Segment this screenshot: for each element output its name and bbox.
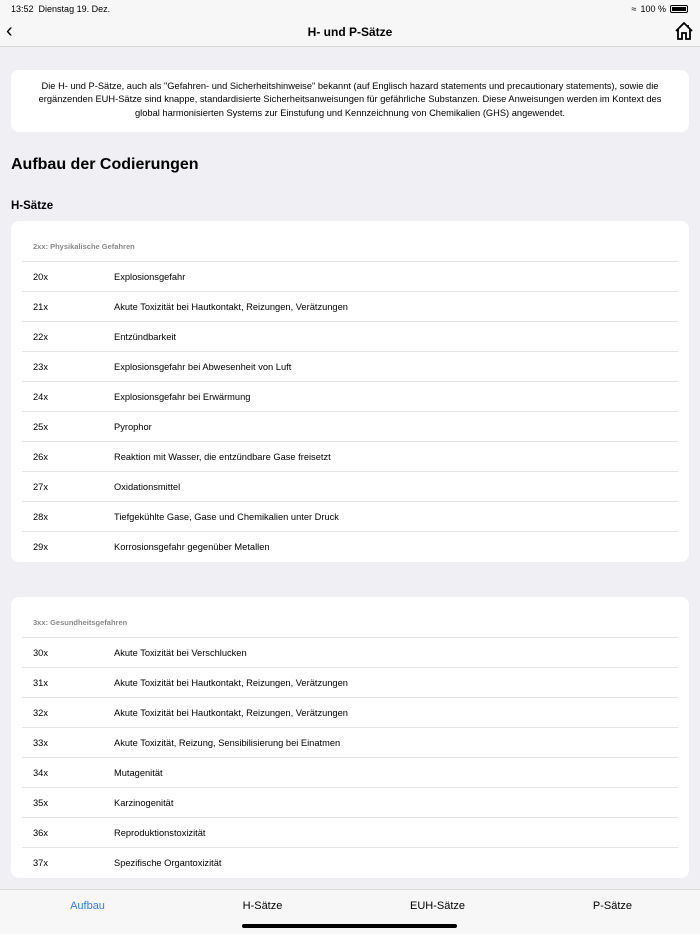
table-row[interactable]: [22, 292, 678, 322]
row-description: Akute Toxizität bei Hautkontakt, Reizungen, Verätzungen: [114, 301, 348, 312]
row-code: 28x: [33, 511, 48, 522]
row-code: 27x: [33, 481, 48, 492]
table-row[interactable]: [22, 382, 678, 412]
back-button[interactable]: ‹: [6, 20, 13, 42]
status-time-date: [11, 4, 110, 14]
table-row[interactable]: [22, 472, 678, 502]
code-group-card: [11, 221, 689, 562]
table-row[interactable]: [22, 788, 678, 818]
row-description: Explosionsgefahr bei Abwesenheit von Luft: [114, 361, 292, 372]
row-description: Entzündbarkeit: [114, 331, 177, 342]
section-heading: Aufbau der Codierungen: [11, 156, 199, 173]
table-row[interactable]: [22, 638, 678, 668]
time: 13:52: [11, 4, 34, 14]
row-description: Korrosionsgefahr gegenüber Metallen: [114, 542, 270, 552]
row-description: Akute Toxizität bei Verschlucken: [114, 647, 247, 658]
row-code: 23x: [33, 361, 48, 372]
row-code: 32x: [33, 707, 48, 718]
row-description: Pyrophor: [114, 421, 152, 432]
row-code: 30x: [33, 647, 48, 658]
table-row[interactable]: [22, 758, 678, 788]
wifi-icon: ≈: [631, 4, 637, 14]
code-group-card: [11, 597, 689, 878]
table-row[interactable]: [22, 502, 678, 532]
tab-euh-sätze[interactable]: EUH-Sätze: [409, 900, 466, 912]
row-code: 25x: [33, 421, 48, 432]
status-bar: [0, 0, 700, 16]
table-row[interactable]: [22, 848, 678, 878]
row-code: 31x: [33, 677, 48, 688]
row-code: 33x: [33, 737, 48, 748]
row-description: Oxidationsmittel: [114, 481, 181, 492]
subsection-heading: H-Sätze: [11, 200, 54, 212]
intro-text: Die H- und P-Sätze, auch als "Gefahren- und Sicherheitshinweise" bekannt (auf Englisch hazard statements und precautionary statements), sowie die ergänzenden EUH-Sätze sind knappe, standardisierte Sicherheitsanweisungen für gefährliche Substanzen. Diese Anweisungen werden im Kontext des global harmonisierten Systems zur Einstufung und Kennzeichnung von Chemikalien (GHS) angewendet.: [11, 70, 689, 132]
battery-icon: [670, 5, 688, 13]
table-row[interactable]: [22, 532, 678, 562]
battery-percent: 100 %: [640, 4, 666, 14]
row-code: 34x: [33, 767, 48, 778]
tab-aufbau[interactable]: Aufbau: [70, 900, 105, 912]
row-description: Tiefgekühlte Gase, Gase und Chemikalien unter Druck: [114, 511, 339, 522]
row-description: Mutagenität: [114, 767, 163, 778]
tab-p-sätze[interactable]: P-Sätze: [592, 900, 633, 912]
table-row[interactable]: [22, 442, 678, 472]
table-row[interactable]: [22, 728, 678, 758]
navigation-bar: [0, 16, 700, 47]
table-row[interactable]: [22, 352, 678, 382]
row-description: Akute Toxizität bei Hautkontakt, Reizungen, Verätzungen: [114, 707, 348, 718]
date: Dienstag 19. Dez.: [38, 4, 111, 14]
row-code: 37x: [33, 858, 48, 868]
group-header: 2xx: Physikalische Gefahren: [22, 221, 678, 262]
row-code: 20x: [33, 271, 48, 282]
row-description: Spezifische Organtoxizität: [114, 858, 222, 868]
table-row[interactable]: [22, 668, 678, 698]
row-description: Karzinogenität: [114, 797, 174, 808]
page-title: H- und P-Sätze: [307, 25, 393, 39]
home-indicator: [242, 924, 457, 928]
row-code: 24x: [33, 391, 48, 402]
table-row[interactable]: [22, 262, 678, 292]
tab-h-sätze[interactable]: H-Sätze: [242, 900, 283, 912]
row-code: 26x: [33, 451, 48, 462]
table-row[interactable]: [22, 698, 678, 728]
table-row[interactable]: [22, 818, 678, 848]
row-code: 29x: [33, 542, 48, 552]
row-description: Explosionsgefahr: [114, 271, 186, 282]
row-description: Akute Toxizität bei Hautkontakt, Reizungen, Verätzungen: [114, 677, 348, 688]
table-row[interactable]: [22, 322, 678, 352]
row-code: 21x: [33, 301, 48, 312]
row-description: Explosionsgefahr bei Erwärmung: [114, 391, 251, 402]
table-row[interactable]: [22, 412, 678, 442]
row-description: Reaktion mit Wasser, die entzündbare Gase freisetzt: [114, 451, 331, 462]
row-code: 35x: [33, 797, 48, 808]
group-header: 3xx: Gesundheitsgefahren: [22, 597, 678, 638]
row-code: 36x: [33, 827, 48, 838]
row-description: Reproduktionstoxizität: [114, 827, 206, 838]
row-description: Akute Toxizität, Reizung, Sensibilisierung bei Einatmen: [114, 737, 341, 748]
home-icon[interactable]: [674, 21, 694, 46]
row-code: 22x: [33, 331, 48, 342]
